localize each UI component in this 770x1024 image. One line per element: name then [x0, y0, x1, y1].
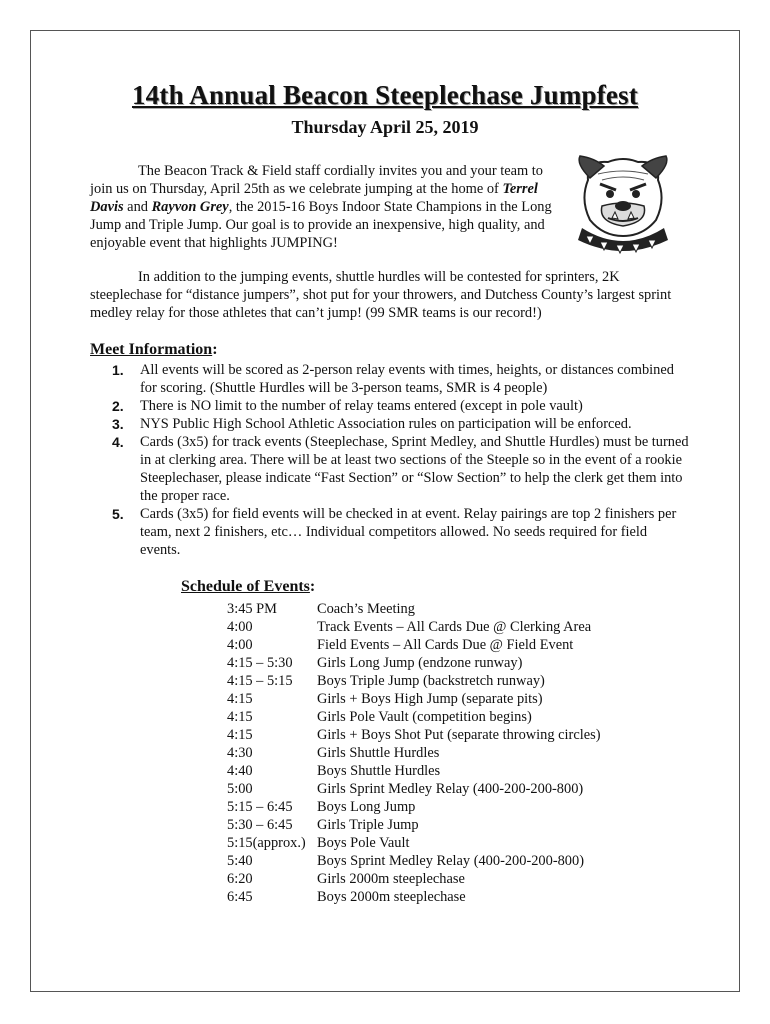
list-text: NYS Public High School Athletic Association rules on participation will be enforced. — [140, 416, 632, 432]
list-number: 4. — [112, 434, 124, 450]
schedule-time: 5:00 — [227, 781, 253, 797]
schedule-row — [227, 654, 601, 672]
athlete-name: Rayvon Grey — [151, 199, 229, 215]
schedule-time: 5:40 — [227, 853, 253, 869]
intro-text: The Beacon Track & Field staff cordially invites you and your team to join us on Thursday, April 25th as we celebrate jumping at the home of — [90, 163, 543, 197]
schedule-row — [227, 816, 601, 834]
schedule-time: 4:00 — [227, 619, 253, 635]
schedule-time: 4:30 — [227, 745, 253, 761]
schedule-event: Boys Shuttle Hurdles — [317, 763, 441, 779]
schedule-event: Girls Pole Vault (competition begins) — [317, 709, 532, 725]
schedule-row — [227, 636, 601, 654]
schedule-row — [227, 690, 601, 708]
list-number: 5. — [112, 506, 124, 522]
schedule-row — [227, 888, 601, 906]
schedule-event: Boys Triple Jump (backstretch runway) — [317, 673, 545, 689]
schedule-time: 4:15 — [227, 709, 253, 725]
schedule-time: 4:15 – 5:30 — [227, 655, 293, 671]
schedule-event: Boys Pole Vault — [317, 835, 410, 851]
schedule-heading-text: Schedule of Events — [181, 578, 310, 595]
schedule-row — [227, 708, 601, 726]
schedule-time: 6:45 — [227, 889, 253, 905]
events-paragraph — [90, 268, 690, 322]
list-item — [90, 505, 690, 559]
heading-colon: : — [309, 578, 316, 595]
schedule-row — [227, 870, 601, 888]
list-item — [90, 415, 690, 433]
schedule-time: 6:20 — [227, 871, 253, 887]
intro-paragraph — [90, 162, 560, 252]
schedule-event: Girls + Boys Shot Put (separate throwing circles) — [317, 727, 601, 743]
schedule-row — [227, 744, 601, 762]
schedule-row — [227, 672, 601, 690]
schedule-row — [227, 762, 601, 780]
schedule-time: 4:15 — [227, 691, 253, 707]
schedule-heading — [181, 578, 315, 596]
list-number: 3. — [112, 416, 124, 432]
list-item — [90, 433, 690, 505]
schedule-event: Girls Triple Jump — [317, 817, 419, 833]
athlete-name: Terrel Davis — [90, 181, 538, 215]
list-text: There is NO limit to the number of relay teams entered (except in pole vault) — [140, 398, 583, 414]
schedule-row — [227, 726, 601, 744]
list-text: Cards (3x5) for track events (Steeplechase, Sprint Medley, and Shuttle Hurdles) must be turned in at clerking area. There will be at least two sections of the Steeple so in the event of a rookie Steeplechaser, please indicate “Fast Section” or “Slow Section” to help the clerk get them into the proper race. — [140, 434, 689, 504]
schedule-time: 4:00 — [227, 637, 253, 653]
intro-text: and — [123, 199, 152, 215]
schedule-time: 5:15(approx.) — [227, 835, 306, 851]
schedule-event: Girls Sprint Medley Relay (400-200-200-800) — [317, 781, 584, 797]
schedule-event: Girls Shuttle Hurdles — [317, 745, 440, 761]
schedule-event: Girls 2000m steeplechase — [317, 871, 465, 887]
intro-text: , the 2015-16 Boys Indoor State Champions in the Long Jump and Triple Jump. Our goal is to provide an inexpensive, high quality, and enjoyable event that highlights JUMPING! — [90, 199, 552, 251]
schedule-event: Boys Long Jump — [317, 799, 416, 815]
schedule-event: Boys Sprint Medley Relay (400-200-200-800) — [317, 853, 584, 869]
schedule-row — [227, 798, 601, 816]
events-text: In addition to the jumping events, shuttle hurdles will be contested for sprinters, 2K steeplechase for “distance jumpers”, shot put for your throwers, and Dutchess County’s largest sprint medley relay for those athletes that can’t jump! (99 SMR teams is our record!) — [90, 269, 672, 321]
schedule-event: Girls + Boys High Jump (separate pits) — [317, 691, 543, 707]
schedule-row — [227, 780, 601, 798]
list-text: All events will be scored as 2-person relay events with times, heights, or distances combined for scoring. (Shuttle Hurdles will be 3-person teams, SMR is 4 people) — [140, 362, 674, 396]
list-text: Cards (3x5) for field events will be checked in at event. Relay pairings are top 2 finishers per team, next 2 finishers, etc… Individual competitors allowed. No seeds required for field events. — [140, 506, 677, 558]
schedule-event: Coach’s Meeting — [317, 601, 415, 617]
event-date: Thursday April 25, 2019 — [291, 117, 479, 137]
schedule-time: 4:15 – 5:15 — [227, 673, 293, 689]
heading-colon: : — [212, 341, 218, 358]
meet-info-heading-text: Meet Information — [90, 341, 213, 358]
schedule-time: 4:15 — [227, 727, 253, 743]
meet-info-heading — [90, 341, 218, 359]
page-title: 14th Annual Beacon Steeplechase Jumpfest — [131, 80, 639, 110]
schedule-time: 5:15 – 6:45 — [227, 799, 293, 815]
bulldog-mascot-icon — [568, 150, 678, 255]
schedule-time: 4:40 — [227, 763, 253, 779]
schedule-row — [227, 852, 601, 870]
schedule-event: Girls Long Jump (endzone runway) — [317, 655, 523, 671]
schedule-row — [227, 618, 601, 636]
list-item — [90, 361, 690, 397]
schedule-event: Track Events – All Cards Due @ Clerking Area — [317, 619, 592, 635]
meet-info-list — [90, 361, 690, 559]
list-number: 2. — [112, 398, 124, 414]
schedule-event: Boys 2000m steeplechase — [317, 889, 466, 905]
list-number: 1. — [112, 362, 124, 378]
schedule-row — [227, 834, 601, 852]
schedule-event: Field Events – All Cards Due @ Field Event — [317, 637, 574, 653]
schedule-row — [227, 600, 601, 618]
schedule-table — [227, 600, 601, 906]
schedule-time: 3:45 PM — [227, 601, 277, 617]
list-item — [90, 397, 690, 415]
schedule-time: 5:30 – 6:45 — [227, 817, 293, 833]
